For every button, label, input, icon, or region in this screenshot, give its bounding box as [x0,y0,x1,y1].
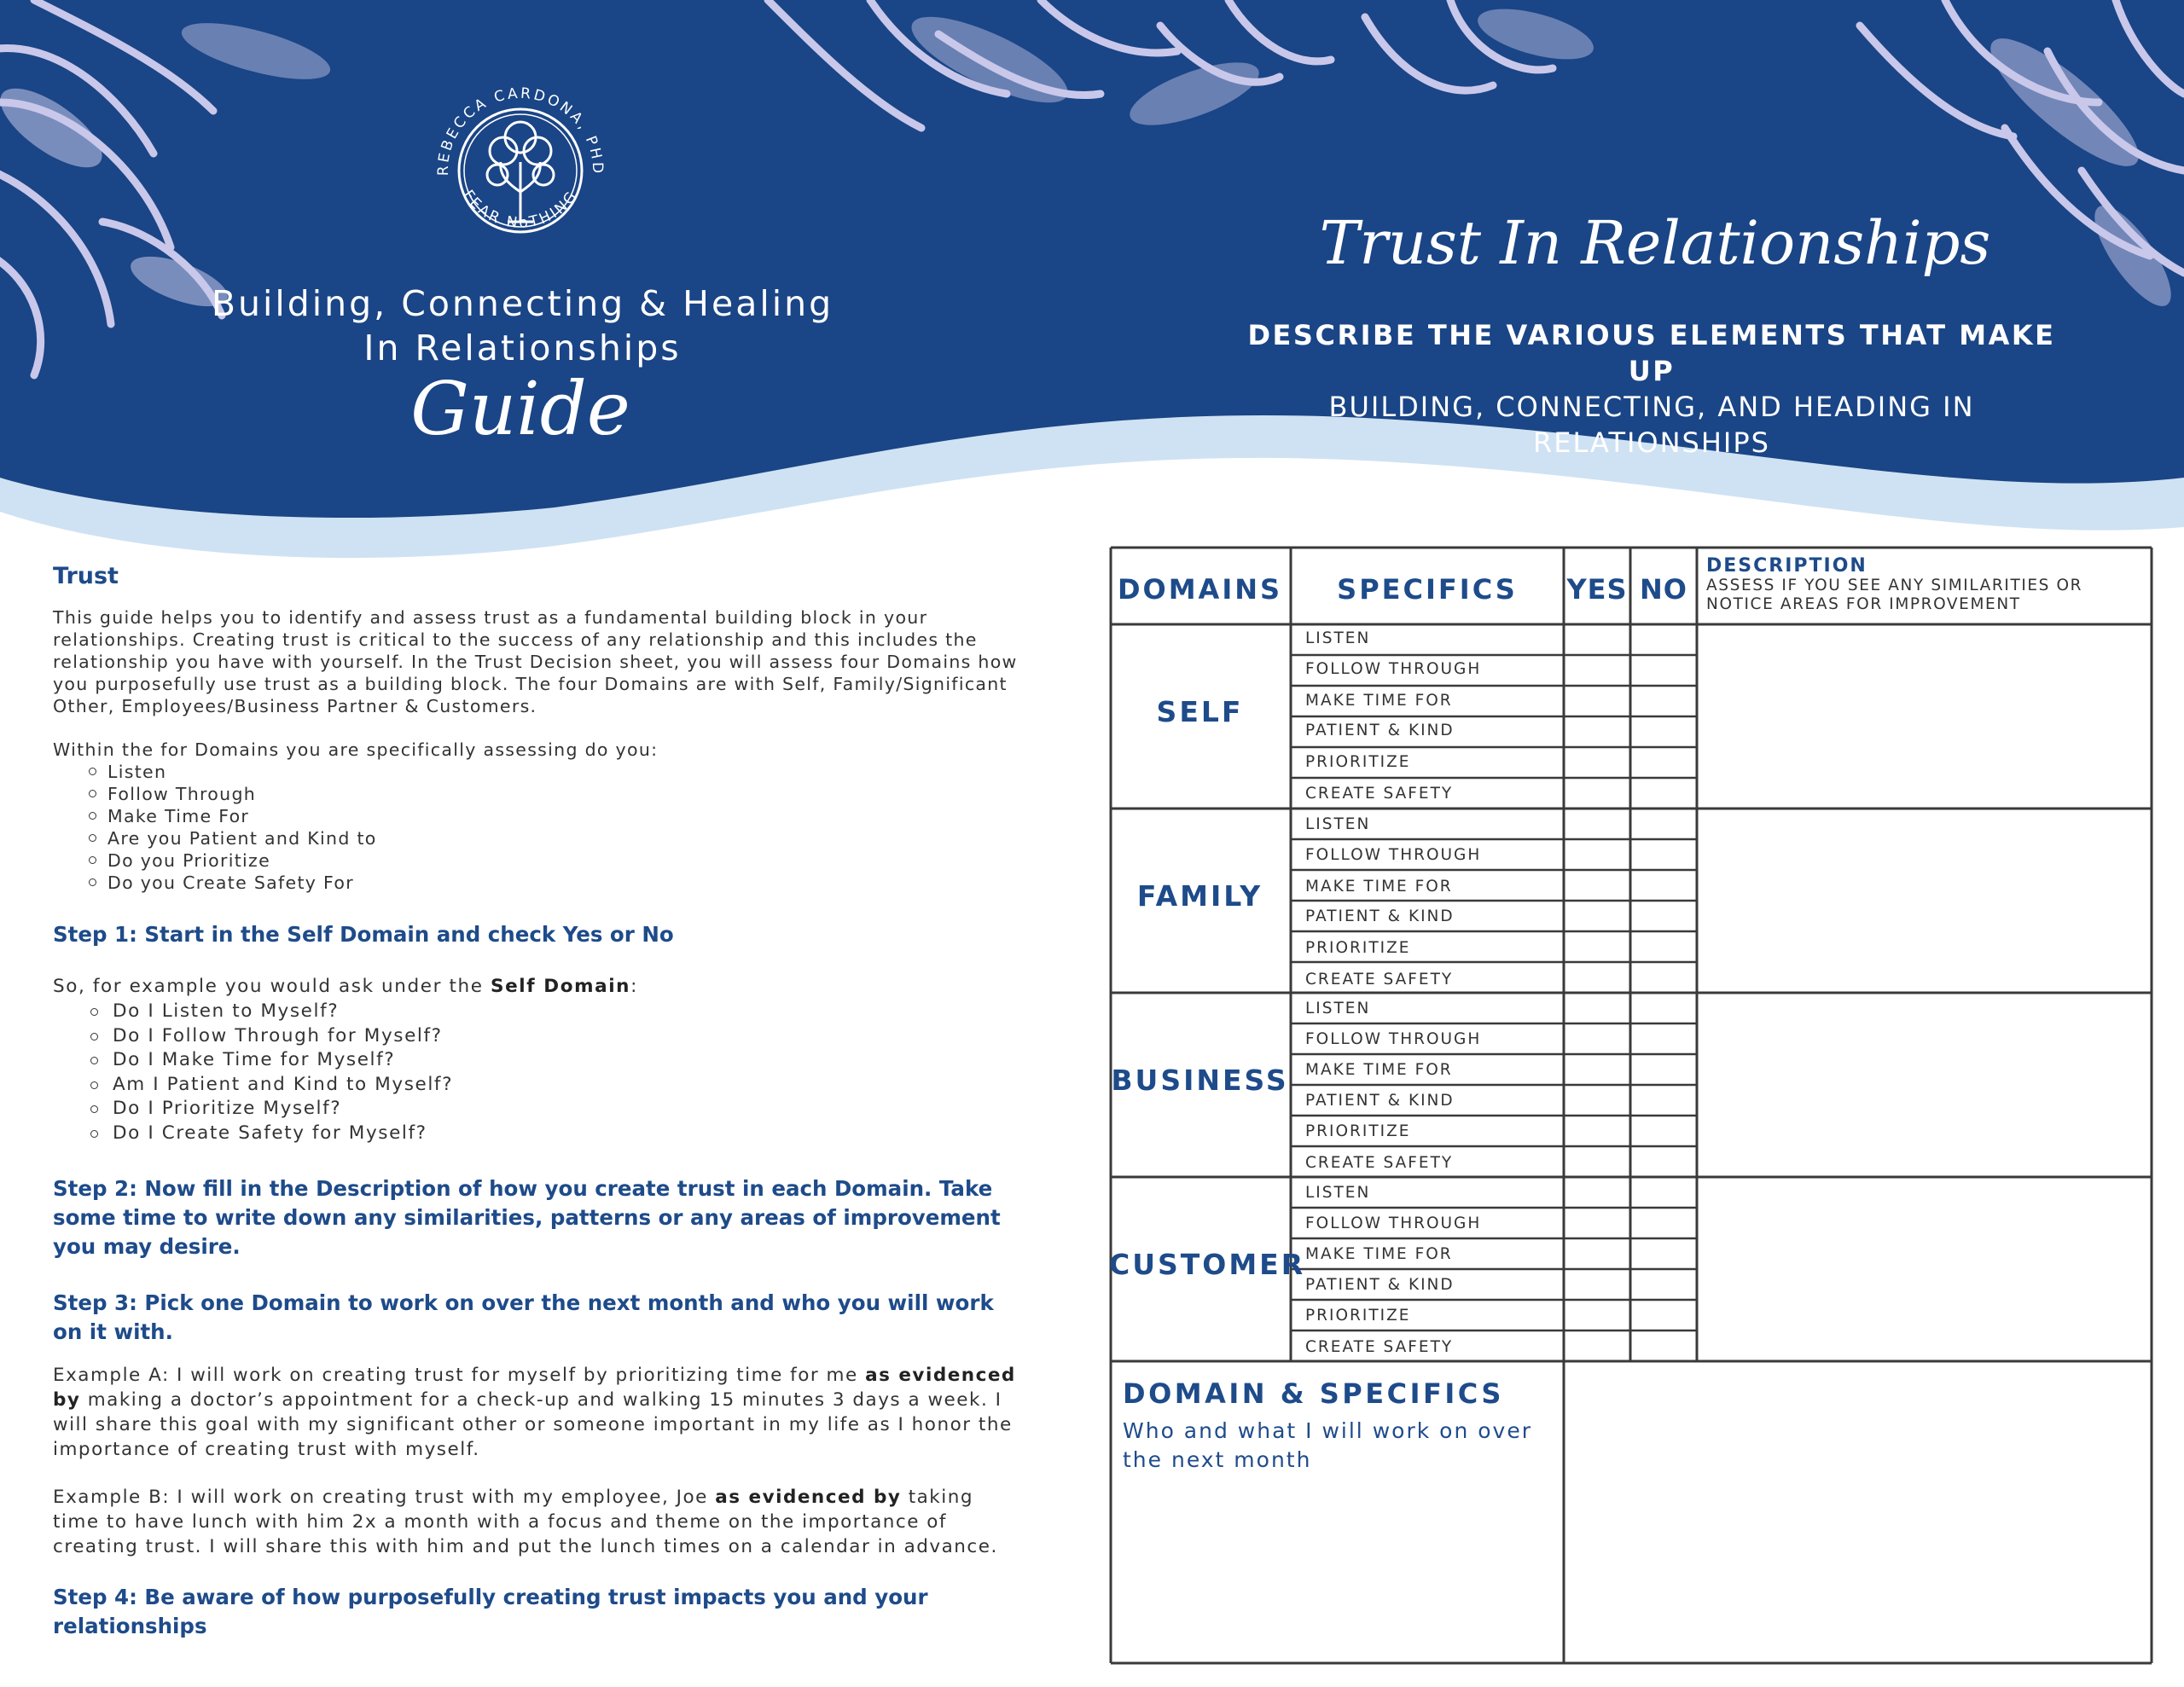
header-banner [0,0,2184,580]
yes-checkbox[interactable] [1566,1180,1628,1205]
no-checkbox[interactable] [1633,1026,1694,1052]
yes-checkbox[interactable] [1566,811,1628,837]
yes-checkbox[interactable] [1566,872,1628,898]
yes-checkbox[interactable] [1566,1302,1628,1328]
spec-self-patient-kind: PATIENT & KIND [1305,722,1455,739]
spec-self-prioritize: PRIORITIZE [1305,753,1411,771]
list-item: Am I Patient and Kind to Myself? [53,1073,1034,1098]
domain-self: SELF [1156,695,1244,728]
yes-checkbox[interactable] [1566,903,1628,929]
spec-customer-prioritize: PRIORITIZE [1305,1307,1411,1325]
step-3: Step 3: Pick one Domain to work on over the next month and who you will work on it with. [53,1290,994,1344]
yes-checkbox[interactable] [1566,965,1628,990]
step-2: Step 2: Now fill in the Description of how you create trust in each Domain. Take some time to write down any similarities, patterns or any areas of improvement you may desire. [53,1176,1001,1259]
no-checkbox[interactable] [1633,719,1694,745]
yes-checkbox[interactable] [1566,627,1628,652]
header-no: NO [1640,573,1687,606]
list-item: Do I Make Time for Myself? [53,1048,1034,1073]
assess-list [53,761,1034,894]
sheet-subheading: DESCRIBE THE VARIOUS ELEMENTS THAT MAKE UP BUILDING, CONNECTING, AND HEADING IN RELATIONSHIPS [1247,319,2056,459]
trust-heading: Trust [53,563,119,589]
spec-family-patient-kind: PATIENT & KIND [1305,907,1455,925]
no-checkbox[interactable] [1633,1087,1694,1113]
spec-family-follow-through: FOLLOW THROUGH [1305,846,1482,864]
spec-family-listen: LISTEN [1305,815,1371,833]
spec-self-listen: LISTEN [1305,629,1371,647]
yes-checkbox[interactable] [1566,1272,1628,1297]
yes-checkbox[interactable] [1566,750,1628,775]
spec-business-make-time: MAKE TIME FOR [1305,1061,1453,1079]
step-1: Step 1: Start in the Self Domain and check Yes or No [53,922,674,947]
no-checkbox[interactable] [1633,1302,1694,1328]
within-paragraph: Within the for Domains you are specifically assessing do you: [53,739,659,760]
domain-business: BUSINESS [1111,1064,1289,1097]
yes-checkbox[interactable] [1566,780,1628,806]
spec-family-prioritize: PRIORITIZE [1305,939,1411,957]
list-item: Do you Create Safety For [53,872,1034,894]
yes-checkbox[interactable] [1566,1210,1628,1236]
description-input-area[interactable] [1700,996,2148,1174]
list-item: Listen [53,761,1034,783]
header-yes: YES [1566,573,1628,606]
yes-checkbox[interactable] [1566,1026,1628,1052]
list-item: Do I Follow Through for Myself? [53,1024,1034,1049]
spec-self-make-time: MAKE TIME FOR [1305,692,1453,710]
list-item: Are you Patient and Kind to [53,827,1034,849]
yes-checkbox[interactable] [1566,1087,1628,1113]
no-checkbox[interactable] [1633,627,1694,652]
header-description: DESCRIPTION ASSESS IF YOU SEE ANY SIMILARITIES OR NOTICE AREAS FOR IMPROVEMENT [1706,555,2083,613]
no-checkbox[interactable] [1633,995,1694,1021]
domain-family: FAMILY [1136,879,1263,913]
list-item: Do you Prioritize [53,849,1034,872]
domain-specifics-input-area[interactable] [1564,1365,2150,1663]
yes-checkbox[interactable] [1566,1149,1628,1174]
domain-specifics-block: DOMAIN & SPECIFICS Who and what I will work on over the next month [1123,1377,1532,1472]
spec-business-create-safety: CREATE SAFETY [1305,1154,1454,1172]
no-checkbox[interactable] [1633,1333,1694,1359]
no-checkbox[interactable] [1633,1149,1694,1174]
no-checkbox[interactable] [1633,872,1694,898]
header-specifics: SPECIFICS [1337,573,1518,606]
spec-self-follow-through: FOLLOW THROUGH [1305,660,1482,678]
example-intro: So, for example you would ask under the Self Domain: [53,976,638,997]
yes-checkbox[interactable] [1566,995,1628,1021]
no-checkbox[interactable] [1633,934,1694,959]
yes-checkbox[interactable] [1566,842,1628,867]
spec-business-listen: LISTEN [1305,1000,1371,1017]
step-4: Step 4: Be aware of how purposefully creating trust impacts you and your relationships [53,1585,928,1638]
spec-customer-patient-kind: PATIENT & KIND [1305,1276,1455,1294]
spec-family-create-safety: CREATE SAFETY [1305,971,1454,988]
no-checkbox[interactable] [1633,1057,1694,1082]
description-input-area[interactable] [1700,628,2148,805]
no-checkbox[interactable] [1633,750,1694,775]
description-input-area[interactable] [1700,812,2148,989]
spec-customer-make-time: MAKE TIME FOR [1305,1245,1453,1263]
spec-family-make-time: MAKE TIME FOR [1305,878,1453,896]
no-checkbox[interactable] [1633,1210,1694,1236]
header-domains: DOMAINS [1117,573,1283,606]
yes-checkbox[interactable] [1566,1333,1628,1359]
no-checkbox[interactable] [1633,903,1694,929]
list-item: Do I Listen to Myself? [53,1000,1034,1024]
spec-customer-listen: LISTEN [1305,1184,1371,1202]
description-input-area[interactable] [1700,1180,2148,1358]
spec-business-follow-through: FOLLOW THROUGH [1305,1030,1482,1048]
list-item: Follow Through [53,783,1034,805]
trust-script-title: Trust In Relationships [1319,208,1991,278]
spec-customer-create-safety: CREATE SAFETY [1305,1338,1454,1356]
example-a: Example A: I will work on creating trust for myself by prioritizing time for me as evidenced by making a doctor’s appointment for a check-up and walking 15 minutes 3 days a week. I will share this goal with my significant other or someone important in my life as I honor the importance of creating trust with myself. [53,1365,1016,1460]
yes-checkbox[interactable] [1566,688,1628,714]
example-b: Example B: I will work on creating trust with my employee, Joe as evidenced by taking time to have lunch with him 2x a month with a focus and theme on the importance of creating trust. I will share this with him and put the lunch times on a calendar in advance. [53,1487,998,1557]
tree-of-life-icon [487,122,554,222]
no-checkbox[interactable] [1633,780,1694,806]
self-questions-list [53,1000,1034,1145]
no-checkbox[interactable] [1633,1241,1694,1267]
no-checkbox[interactable] [1633,1180,1694,1205]
svg-text:REBECCA CARDONA, PHD: REBECCA CARDONA, PHD [434,84,607,177]
no-checkbox[interactable] [1633,842,1694,867]
list-item: Do I Create Safety for Myself? [53,1122,1034,1146]
domain-customer: CUSTOMER [1109,1248,1306,1281]
no-checkbox[interactable] [1633,965,1694,990]
spec-customer-follow-through: FOLLOW THROUGH [1305,1215,1482,1232]
no-checkbox[interactable] [1633,811,1694,837]
guide-title: Building, Connecting & Healing In Relationships [211,283,834,368]
yes-checkbox[interactable] [1566,719,1628,745]
no-checkbox[interactable] [1633,1272,1694,1297]
no-checkbox[interactable] [1633,688,1694,714]
spec-business-patient-kind: PATIENT & KIND [1305,1092,1455,1110]
list-item: Do I Prioritize Myself? [53,1097,1034,1122]
yes-checkbox[interactable] [1566,934,1628,959]
svg-text:FEAR NoTHING: FEAR NoTHING [459,187,582,232]
yes-checkbox[interactable] [1566,1118,1628,1144]
list-item: Make Time For [53,805,1034,827]
yes-checkbox[interactable] [1566,1241,1628,1267]
spec-self-create-safety: CREATE SAFETY [1305,785,1454,803]
yes-checkbox[interactable] [1566,658,1628,683]
no-checkbox[interactable] [1633,658,1694,683]
logo [422,72,619,269]
yes-checkbox[interactable] [1566,1057,1628,1082]
spec-business-prioritize: PRIORITIZE [1305,1122,1411,1140]
guide-script-title: Guide [410,367,630,452]
no-checkbox[interactable] [1633,1118,1694,1144]
intro-paragraph: This guide helps you to identify and assess trust as a fundamental building block in your relationships. Creating trust is critical to the success of any relationship and this includes the relationship you have with yourself. In the Trust Decision sheet, you will assess four Domains how you purposefully use trust as a building block. The four Domains are with Self, Family/Significant Other, Employees/Business Partner & Customers. [53,607,1018,716]
